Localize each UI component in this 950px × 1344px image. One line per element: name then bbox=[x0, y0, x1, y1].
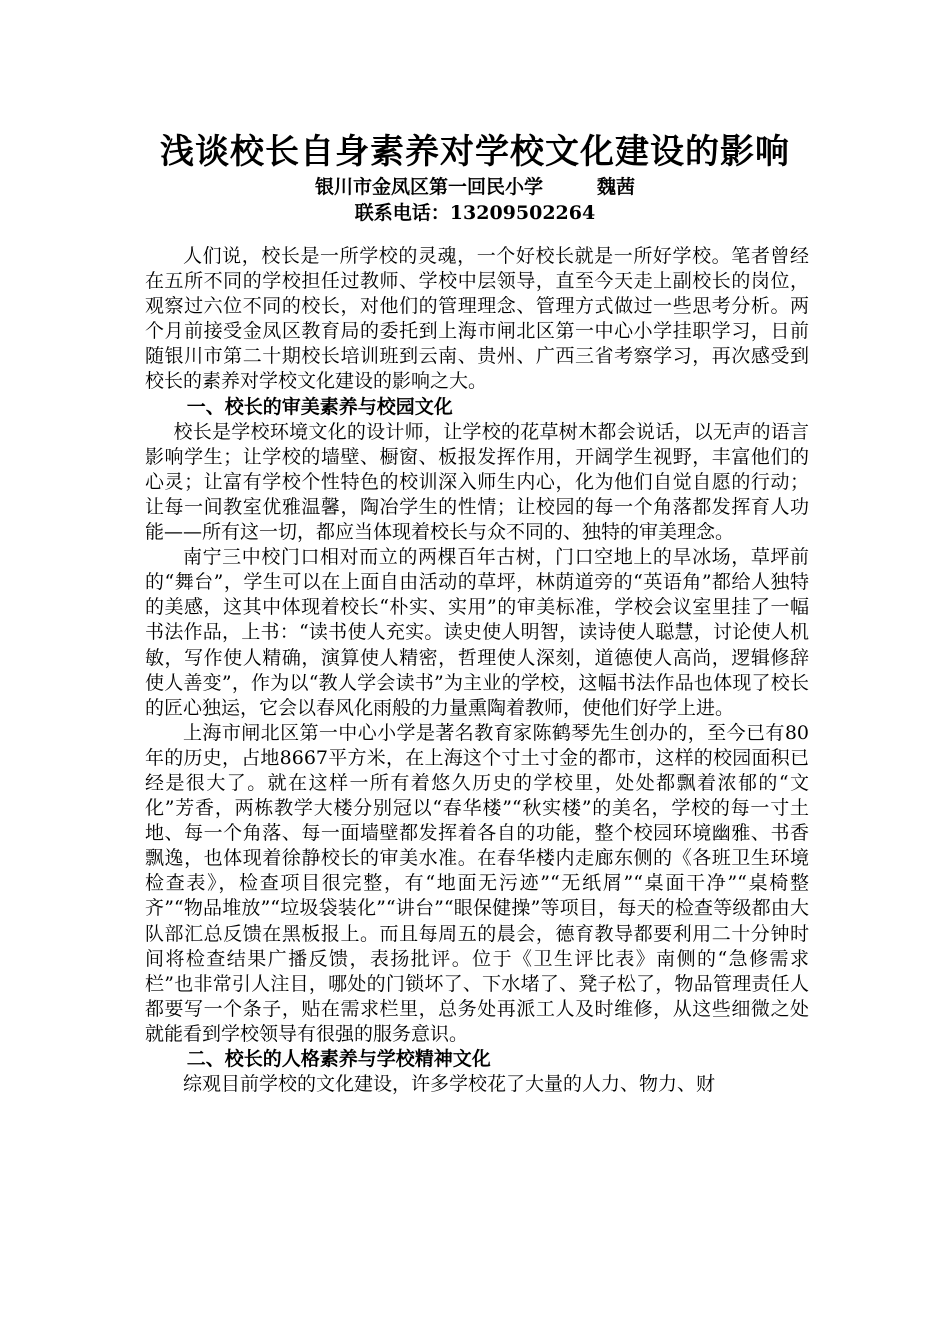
author-line bbox=[0, 174, 950, 200]
intro-paragraph: 人们说，校长是一所学校的灵魂，一个好校长就是一所好学校。笔者曾经在五所不同的学校担任过教师、学校中层领导，直至今天走上副校长的岗位，观察过六位不同的校长，对他们的管理理念、管理方式做过一些思考分析。两个月前接受金凤区教育局的委托到上海市闸北区第一中心小学挂职学习，日前随银川市第二十期校长培训班到云南、贵州、广西三省考察学习，再次感受到校长的素养对学校文化建设的影响之大。 bbox=[145, 245, 809, 393]
paragraph-aesthetic-designer: 校长是学校环境文化的设计师，让学校的花草树木都会说话，以无声的语言影响学生；让学校的墙壁、橱窗、板报发挥作用，开阔学生视野，丰富他们的心灵；让富有学校个性特色的校训深入师生内心，化为他们自觉自愿的行动；让每一间教室优雅温馨，陶冶学生的性情；让校园的每一个角落都发挥育人功能——所有这一切，都应当体现着校长与众不同的、独特的审美理念。 bbox=[145, 420, 809, 544]
paragraph-nanning-school: 南宁三中校门口相对而立的两棵百年古树，门口空地上的旱冰场，草坪前的“舞台”，学生可以在上面自由活动的草坪，林荫道旁的“英语角”都给人独特的美感，这其中体现着校长“朴实、实用”的审美标准，学校会议室里挂了一幅书法作品，上书：“读书使人充实。读史使人明智，读诗使人聪慧，讨论使人机敏，写作使人精确，演算使人精密，哲理使人深刻，道德使人高尚，逻辑修辞使人善变”，作为以“教人学会读书”为主业的学校，这幅书法作品也体现了校长的匠心独运，它会以春风化雨般的力量熏陶着教师，使他们好学上进。 bbox=[145, 546, 809, 719]
paragraph-culture-building: 综观目前学校的文化建设，许多学校花了大量的人力、物力、财 bbox=[183, 1073, 716, 1096]
section-heading-2: 二、校长的人格素养与学校精神文化 bbox=[186, 1048, 491, 1070]
paragraph-shanghai-school: 上海市闸北区第一中心小学是著名教育家陈鹤琴先生创办的，至今已有80年的历史，占地8667平方米，在上海这个寸土寸金的都市，这样的校园面积已经是很大了。就在这样一所有着悠久历史的学校里，处处都飘着浓郁的“文化”芳香，两栋教学大楼分别冠以“春华楼”“秋实楼”的美名，学校的每一寸土地、每一个角落、每一面墙壁都发挥着各自的功能，整个校园环境幽雅、书香飘逸，也体现着徐静校长的审美水准。在春华楼内走廊东侧的《各班卫生环境检查表》，检查项目很完整，有“地面无污迹”“无纸屑”“桌面干净”“桌椅整齐”“物品堆放”“垃圾袋装化”“讲台”“眼保健操”等项目，每天的检查等级都由大队部汇总反馈在黑板报上。而且每周五的晨会，德育教导都要利用二十分钟时间将检查结果广播反馈，表扬批评。位于《卫生评比表》南侧的“急修需求栏”也非常引人注目，哪处的门锁坏了、下水堵了、凳子松了，物品管理责任人都要写一个条子，贴在需求栏里，总务处再派工人及时维修，从这些细微之处就能看到学校领导有很强的服务意识。 bbox=[145, 721, 809, 1045]
document-title: 浅谈校长自身素养对学校文化建设的影响 bbox=[160, 132, 790, 172]
contact-phone: 联系电话：13209502264 bbox=[354, 202, 596, 224]
article-body bbox=[145, 244, 809, 1097]
section-heading-1: 一、校长的审美素养与校园文化 bbox=[186, 395, 453, 418]
author-name: 魏茜 bbox=[597, 176, 636, 198]
author-school: 银川市金凤区第一回民小学 bbox=[314, 176, 543, 198]
